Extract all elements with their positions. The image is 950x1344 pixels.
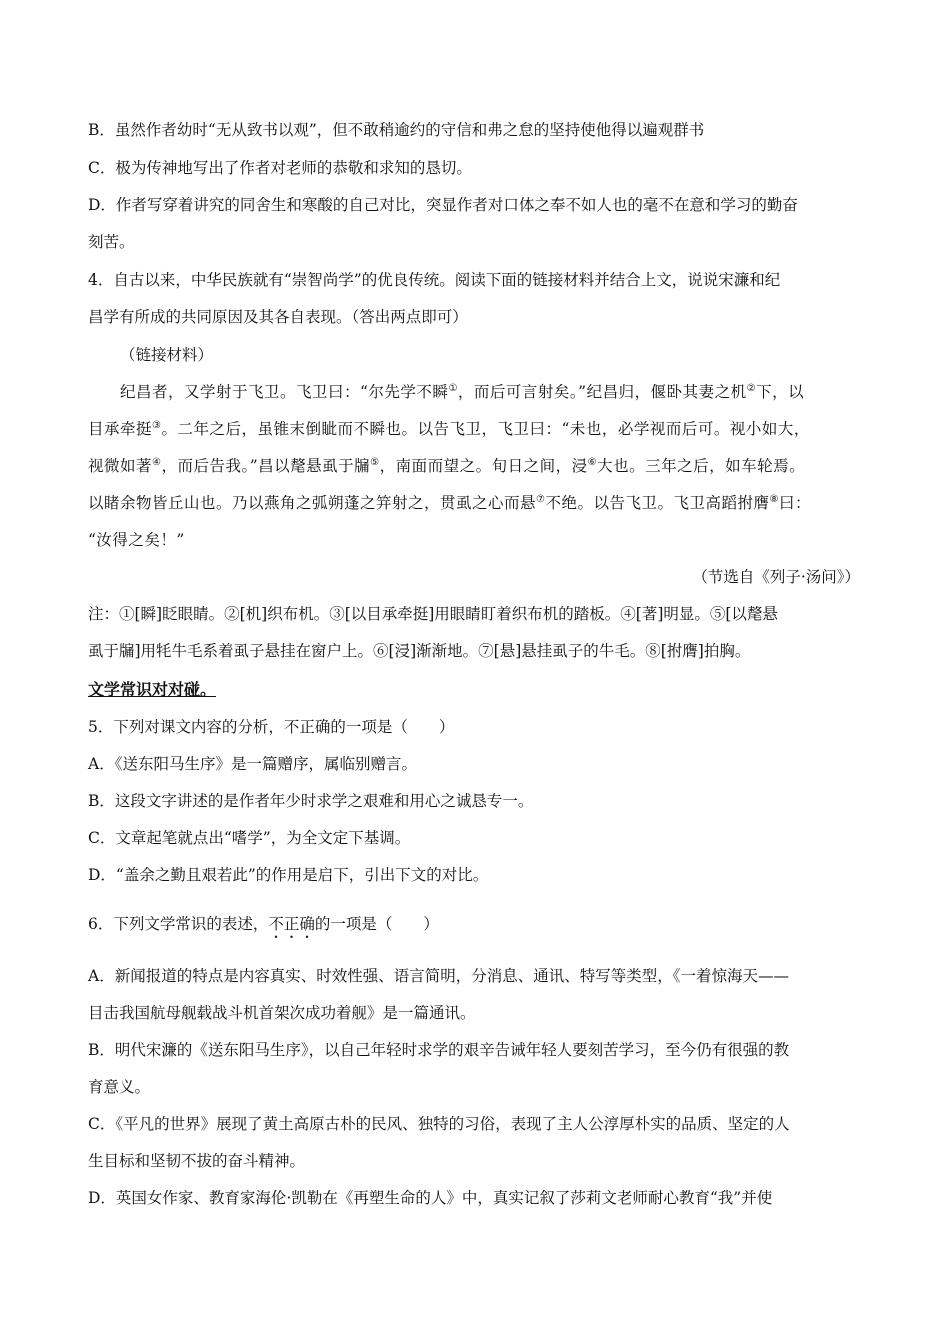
section-heading: 文学常识对对碰。 bbox=[88, 680, 217, 699]
link-material-title: （链接材料） bbox=[120, 346, 214, 364]
question-6: 6．下列文学常识的表述，不正确的一项是（ ） bbox=[88, 915, 439, 933]
passage-line-4: 以睹余物皆丘山也。乃以燕角之弧朔蓬之笄射之，贯虱之心而悬⑦不绝。以告飞卫。飞卫高蹈拊膺⑧曰： bbox=[88, 493, 811, 512]
option-a-q6-line1: A．新闻报道的特点是内容真实、时效性强、语言简明，分消息、通讯、特写等类型，《一着惊海天—— bbox=[88, 967, 789, 985]
option-a-q5: A．《送东阳马生序》是一篇赠序，属临别赠言。 bbox=[88, 755, 417, 773]
option-b-q6-line2: 育意义。 bbox=[88, 1078, 151, 1096]
option-c-q6-line2: 生目标和坚韧不拔的奋斗精神。 bbox=[88, 1152, 306, 1170]
emphasis-not-correct: 不正确 bbox=[268, 915, 315, 933]
passage-line-5: “汝得之矣！” bbox=[88, 531, 185, 549]
option-b-q6-line1: B．明代宋濂的《送东阳马生序》，以自己年轻时求学的艰辛告诫年轻人要刻苦学习，至今仍有很强的教 bbox=[88, 1041, 790, 1059]
option-d-q6-line1: D．英国女作家、教育家海伦·凯勒在《再塑生命的人》中，真实记叙了莎莉文老师耐心教育“我”并使 bbox=[88, 1189, 773, 1207]
option-c-q6-line1: C．《平凡的世界》展现了黄土高原古朴的民风、独特的习俗，表现了主人公淳厚朴实的品质、坚定的人 bbox=[88, 1115, 790, 1133]
passage-line-2: 目承牵挺③。二年之后，虽锥末倒眦而不瞬也。以告飞卫，飞卫曰：“未也，必学视而后可。视小如大， bbox=[88, 419, 810, 438]
passage-line-3: 视微如著④，而后告我。”昌以氂悬虱于牖⑤，南面而望之。旬日之间，浸⑥大也。三年之后，如车轮焉。 bbox=[88, 456, 806, 475]
option-d-q3-line1: D．作者写穿着讲究的同舍生和寒酸的自己对比，突显作者对口体之奉不如人也的毫不在意和学习的勤奋 bbox=[88, 196, 798, 214]
passage-line-1: 纪昌者，又学射于飞卫。飞卫曰：“尔先学不瞬①，而后可言射矣。”纪昌归，偃卧其妻之机②下，以 bbox=[120, 382, 805, 401]
option-c-q5: C．文章起笔就点出“嗜学”，为全文定下基调。 bbox=[88, 829, 411, 847]
option-c-q3: C．极为传神地写出了作者对老师的恭敬和求知的恳切。 bbox=[88, 159, 472, 177]
option-a-q6-line2: 目击我国航母舰载战斗机首架次成功着舰》是一篇通讯。 bbox=[88, 1004, 476, 1022]
option-d-q5: D．“盖余之勤且艰若此”的作用是启下，引出下文的对比。 bbox=[88, 866, 489, 884]
notes-line-2: 虱于牖]用牦牛毛系着虱子悬挂在窗户上。⑥[浸]渐渐地。⑦[悬]悬挂虱子的牛毛。⑧[拊膺]拍胸。 bbox=[88, 642, 751, 660]
notes-line-1: 注：①[瞬]眨眼睛。②[机]织布机。③[以目承牵挺]用眼睛盯着织布机的踏板。④[著]明显。⑤[以氂悬 bbox=[88, 605, 778, 623]
option-b-q5: B．这段文字讲述的是作者年少时求学之艰难和用心之诚恳专一。 bbox=[88, 792, 534, 810]
question-4-line1: 4．自古以来，中华民族就有“崇智尚学”的优良传统。阅读下面的链接材料并结合上文，说说宋濂和纪 bbox=[88, 271, 781, 289]
question-4-line2: 昌学有所成的共同原因及其各自表现。（答出两点即可） bbox=[88, 308, 468, 326]
option-d-q3-line2: 刻苦。 bbox=[88, 233, 135, 251]
passage-source: （节选自《列子·汤问》） bbox=[692, 568, 860, 586]
option-b-q3: B．虽然作者幼时“无从致书以观”，但不敢稍逾约的守信和弗之怠的坚持使他得以遍观群书 bbox=[88, 121, 705, 139]
question-5: 5．下列对课文内容的分析，不正确的一项是（ ） bbox=[88, 718, 455, 736]
